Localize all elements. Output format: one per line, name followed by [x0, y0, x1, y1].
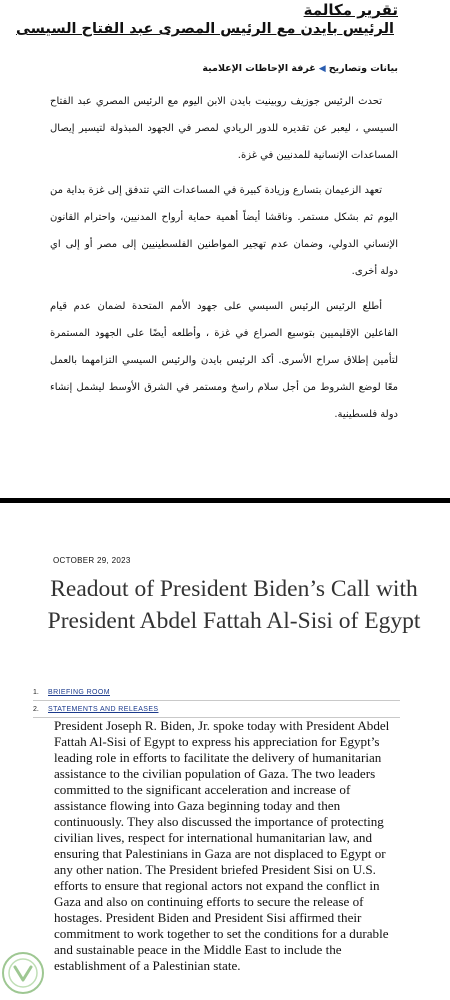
breadcrumb-item [33, 701, 400, 718]
arabic-breadcrumb [202, 62, 398, 76]
green-emblem-watermark-icon [0, 950, 46, 996]
article-date: OCTOBER 29, 2023 [53, 556, 131, 565]
breadcrumb-number: 2. [33, 705, 39, 713]
breadcrumb-link-statements[interactable]: STATEMENTS AND RELEASES [48, 705, 159, 713]
breadcrumb-item [33, 684, 400, 701]
breadcrumb [33, 684, 400, 718]
article-body: President Joseph R. Biden, Jr. spoke today with President Abdel Fattah Al-Sisi of Egypt to express his appreciation for Egypt’s leading role in efforts to facilitate the delivery of humanitarian assistance to the civilian population of Gaza. The two leaders committed to the significant acceleration and increase of assistance flowing into Gaza beginning today and then continuously. They also discussed the importance of protecting civilian lives, respect for international humanitarian law, and ensuring that Palestinians in Gaza are not displaced to Egypt or any other nation. The President briefed President Sisi on U.S. efforts to ensure that regional actors not expand the conflict in Gaza and also on continuing efforts to secure the release of hostages. President Biden and President Sisi affirmed their commitment to work together to set the conditions for a durable and sustainable peace in the Middle East to include the establishment of a Palestinian state. [54, 718, 390, 973]
arabic-body [50, 88, 398, 436]
arabic-title-line1: تقرير مكالمة [303, 1, 398, 19]
breadcrumb-number: 1. [33, 688, 39, 696]
arabic-title-line2: الرئيس بايدن مع الرئيس المصرى عبد الفتاح السيسى [15, 21, 394, 37]
left-arrow-icon: ◀ [318, 64, 326, 74]
arabic-paragraph: تحدث الرئيس جوزيف روبينيت بايدن الابن اليوم مع الرئيس المصري عبد الفتاح السيسي ، ليعبر عن تقديره للدور الريادي لمصر في الجهود المبذولة لتيسير إيصال المساعدات الإنسانية للمدنيين في غزة. [50, 96, 398, 161]
arabic-paragraph: تعهد الزعيمان بتسارع وزيادة كبيرة في المساعدات التي تتدفق إلى غزة بداية من اليوم ثم بشكل مستمر. وناقشا أيضاً أهمية حماية أرواح المدنيين، واحترام القانون الإنساني الدولي، وضمان عدم تهجير المواطنين الفلسطينيين إلى مصر أو إلى اي دولة أخرى. [50, 185, 398, 277]
arabic-breadcrumb-item-statements[interactable]: بيانات وتصاريح [328, 63, 398, 74]
arabic-breadcrumb-item-briefing-room[interactable]: غرفة الإحاطات الإعلامية [202, 63, 316, 74]
article-title: Readout of President Biden’s Call with President Abdel Fattah Al-Sisi of Egypt [47, 576, 421, 634]
section-divider [0, 498, 450, 503]
arabic-paragraph: أطلع الرئيس الرئيس السيسي على جهود الأمم المتحدة لضمان عدم قيام الفاعلين الإقليميين بتوسيع الصراع في غزة ، وأطلعه أيضًا على الجهود المستمرة لتأمين إطلاق سراح الأسرى. أكد الرئيس بايدن والرئيس السيسي التزامهما بالعمل معًا لوضع الشروط من أجل سلام راسخ ومستمر في الشرق الأوسط ليشمل إنشاء دولة فلسطينية. [50, 301, 398, 420]
breadcrumb-link-briefing-room[interactable]: BRIEFING ROOM [48, 688, 110, 696]
